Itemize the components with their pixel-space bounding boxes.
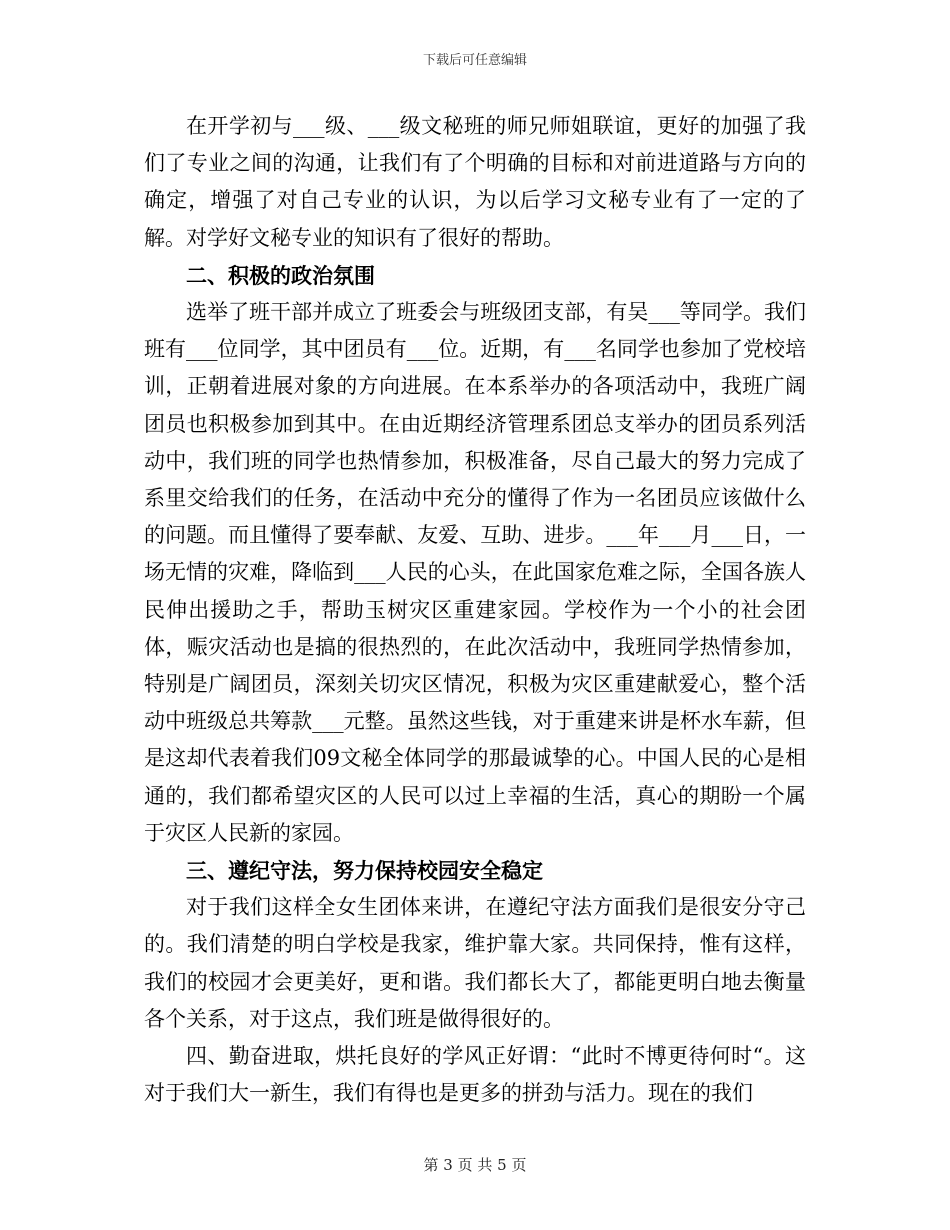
section-heading: 三、遵纪守法，努力保持校园安全稳定	[186, 858, 543, 884]
page-footer: 第 3 页 共 5 页	[423, 1156, 527, 1174]
paragraph: 在开学初与___级、___级文秘班的师兄师姐联谊，更好的加强了我们了专业之间的沟通，让我们有了个明确的目标和对前进道路与方向的确定，增强了对自己专业的认识，为以后学习文秘专业有了一定的了解。对学好文秘专业的知识有了很好的帮助。	[144, 114, 806, 250]
document-body	[144, 108, 806, 1112]
paragraph: 选举了班干部并成立了班委会与班级团支部，有吴___等同学。我们班有___位同学，其中团员有___位。近期，有___名同学也参加了党校培训，正朝着进展对象的方向进展。在本系举办的各项活动中，我班广阔团员也积极参加到其中。在由近期经济管理系团总支举办的团员系列活动中，我们班的同学也热情参加，积极准备，尽自己最大的努力完成了系里交给我们的任务，在活动中充分的懂得了作为一名团员应该做什么的问题。而且懂得了要奉献、友爱、互助、进步。___年___月___日，一场无情的灾难，降临到___人民的心头，在此国家危难之际，全国各族人民伸出援助之手，帮助玉树灾区重建家园。学校作为一个小的社会团体，赈灾活动也是搞的很热烈的，在此次活动中，我班同学热情参加，特别是广阔团员，深刻关切灾区情况，积极为灾区重建献爱心，整个活动中班级总共筹款___元整。虽然这些钱，对于重建来讲是杯水车薪，但是这却代表着我们09文秘全体同学的那最诚挚的心。中国人民的心是相通的，我们都希望灾区的人民可以过上幸福的生活，真心的期盼一个属于灾区人民新的家园。	[144, 300, 806, 845]
paragraph: 四、勤奋进取，烘托良好的学风正好谓：“此时不博更待何时“。这对于我们大一新生，我们有得也是更多的拼劲与活力。现在的我们	[144, 1044, 806, 1106]
paragraph: 对于我们这样全女生团体来讲，在遵纪守法方面我们是很安分守己的。我们清楚的明白学校是我家，维护靠大家。共同保持，惟有这样，我们的校园才会更美好，更和谐。我们都长大了，都能更明白地去衡量各个关系，对于这点，我们班是做得很好的。	[144, 895, 806, 1031]
page-header: 下载后可任意编辑	[422, 53, 527, 68]
section-heading: 二、积极的政治氛围	[186, 262, 375, 288]
